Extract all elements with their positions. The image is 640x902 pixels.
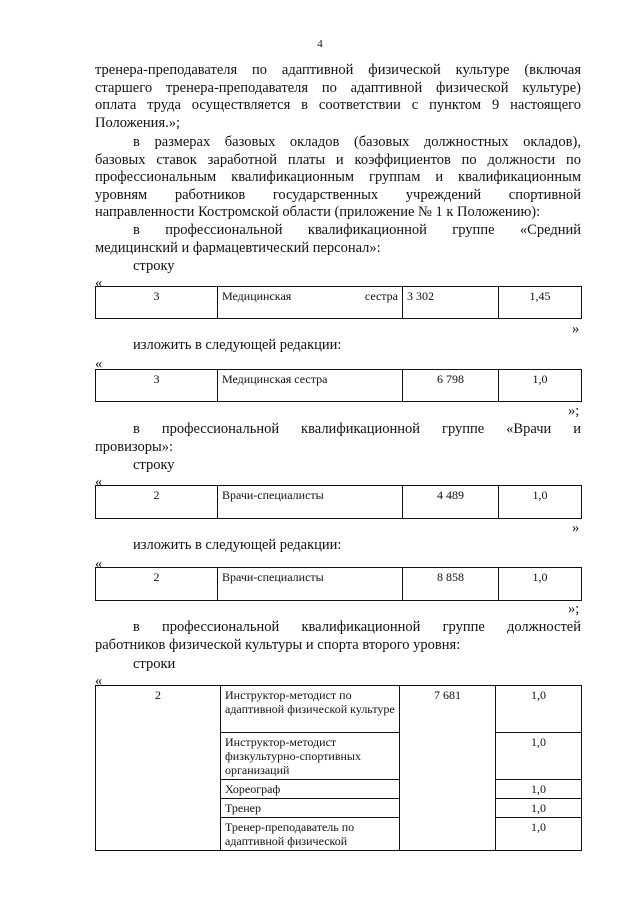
quote-close: » — [572, 321, 580, 337]
position-cell: Хореограф — [221, 780, 400, 799]
position-cell: Врачи-специалисты — [218, 486, 403, 519]
coef-cell: 1,0 — [496, 733, 582, 780]
position-cell — [218, 287, 403, 319]
quote-open: « — [95, 275, 103, 291]
table-row — [96, 370, 582, 402]
salary-cell: 4 489 — [403, 486, 499, 519]
position-word: сестра — [364, 289, 398, 303]
paragraph-4 — [95, 421, 581, 456]
salary-table-5 — [95, 685, 582, 851]
level-cell: 2 — [96, 568, 218, 601]
position-cell: Тренер — [221, 799, 400, 818]
position-cell: Инструктор-методист физкультурно-спортивных организаций — [221, 733, 400, 780]
paragraph-2 — [95, 134, 581, 222]
table-row — [96, 568, 582, 601]
text-line: в профессиональной квалификационной группе «Врачи и — [133, 421, 581, 437]
salary-table-4 — [95, 567, 582, 601]
table-row — [96, 287, 582, 319]
level-cell: 2 — [96, 486, 218, 519]
level-cell: 3 — [96, 370, 218, 402]
text-line: в профессиональной квалификационной группе «Средний — [133, 222, 581, 238]
coef-cell: 1,45 — [499, 287, 582, 319]
text-line: провизоры»: — [95, 438, 174, 455]
table-row — [96, 486, 582, 519]
word-replace: изложить в следующей редакции: — [133, 537, 342, 553]
salary-table-1 — [95, 286, 582, 319]
quote-open: « — [95, 673, 103, 689]
text-line: направленности Костромской области (приложение № 1 к Положению): — [95, 204, 541, 221]
paragraph-5 — [95, 619, 581, 654]
text-line: уровням работников государственных учреждений спортивной — [95, 186, 581, 203]
position-cell: Тренер-преподаватель по адаптивной физической — [221, 818, 400, 851]
text-line: старшего тренера-преподавателя по адаптивной физической культуре) — [95, 79, 581, 96]
text-line: медицинский и фармацевтический персонал»: — [95, 239, 381, 256]
coef-cell: 1,0 — [496, 780, 582, 799]
salary-table-2 — [95, 369, 582, 402]
paragraph-3 — [95, 222, 581, 257]
salary-table-3 — [95, 485, 582, 519]
text-line: в размерах базовых окладов (базовых должностных окладов), — [133, 134, 581, 150]
paragraph-1 — [95, 62, 581, 132]
word-replace: изложить в следующей редакции: — [133, 337, 342, 353]
text-line: тренера-преподавателя по адаптивной физической культуре (включая — [95, 62, 581, 78]
coef-cell: 1,0 — [499, 486, 582, 519]
salary-cell: 6 798 — [403, 370, 499, 402]
coef-cell: 1,0 — [499, 568, 582, 601]
salary-cell: 3 302 — [403, 287, 499, 319]
quote-open: « — [95, 556, 103, 572]
position-cell: Инструктор-методист по адаптивной физической культуре — [221, 686, 400, 733]
quote-open: « — [95, 356, 103, 372]
quote-open: « — [95, 474, 103, 490]
position-cell: Медицинская сестра — [218, 370, 403, 402]
level-cell: 2 — [96, 686, 221, 851]
position-cell: Врачи-специалисты — [218, 568, 403, 601]
coef-cell: 1,0 — [496, 818, 582, 851]
word-rows: строки — [133, 656, 176, 672]
position-word: Медицинская — [222, 289, 292, 303]
page-number: 4 — [317, 38, 323, 50]
quote-close-semicolon: »; — [568, 601, 580, 617]
word-row: строку — [133, 457, 175, 473]
quote-close: » — [572, 520, 580, 536]
salary-cell: 8 858 — [403, 568, 499, 601]
word-row: строку — [133, 258, 175, 274]
text-line: в профессиональной квалификационной группе должностей — [133, 619, 581, 635]
text-line: профессиональным квалификационным группам и квалификационным — [95, 169, 581, 186]
text-line: Положения.»; — [95, 114, 181, 131]
level-cell: 3 — [96, 287, 218, 319]
text-line: базовых ставок заработной платы и коэффициентов по должности по — [95, 151, 581, 168]
text-line: работников физической культуры и спорта второго уровня: — [95, 636, 461, 653]
quote-close-semicolon: »; — [568, 403, 580, 419]
coef-cell: 1,0 — [499, 370, 582, 402]
table-row — [96, 686, 582, 733]
text-line: оплата труда осуществляется в соответствии с пунктом 9 настоящего — [95, 97, 581, 114]
coef-cell: 1,0 — [496, 799, 582, 818]
salary-cell: 7 681 — [400, 686, 496, 851]
coef-cell: 1,0 — [496, 686, 582, 733]
